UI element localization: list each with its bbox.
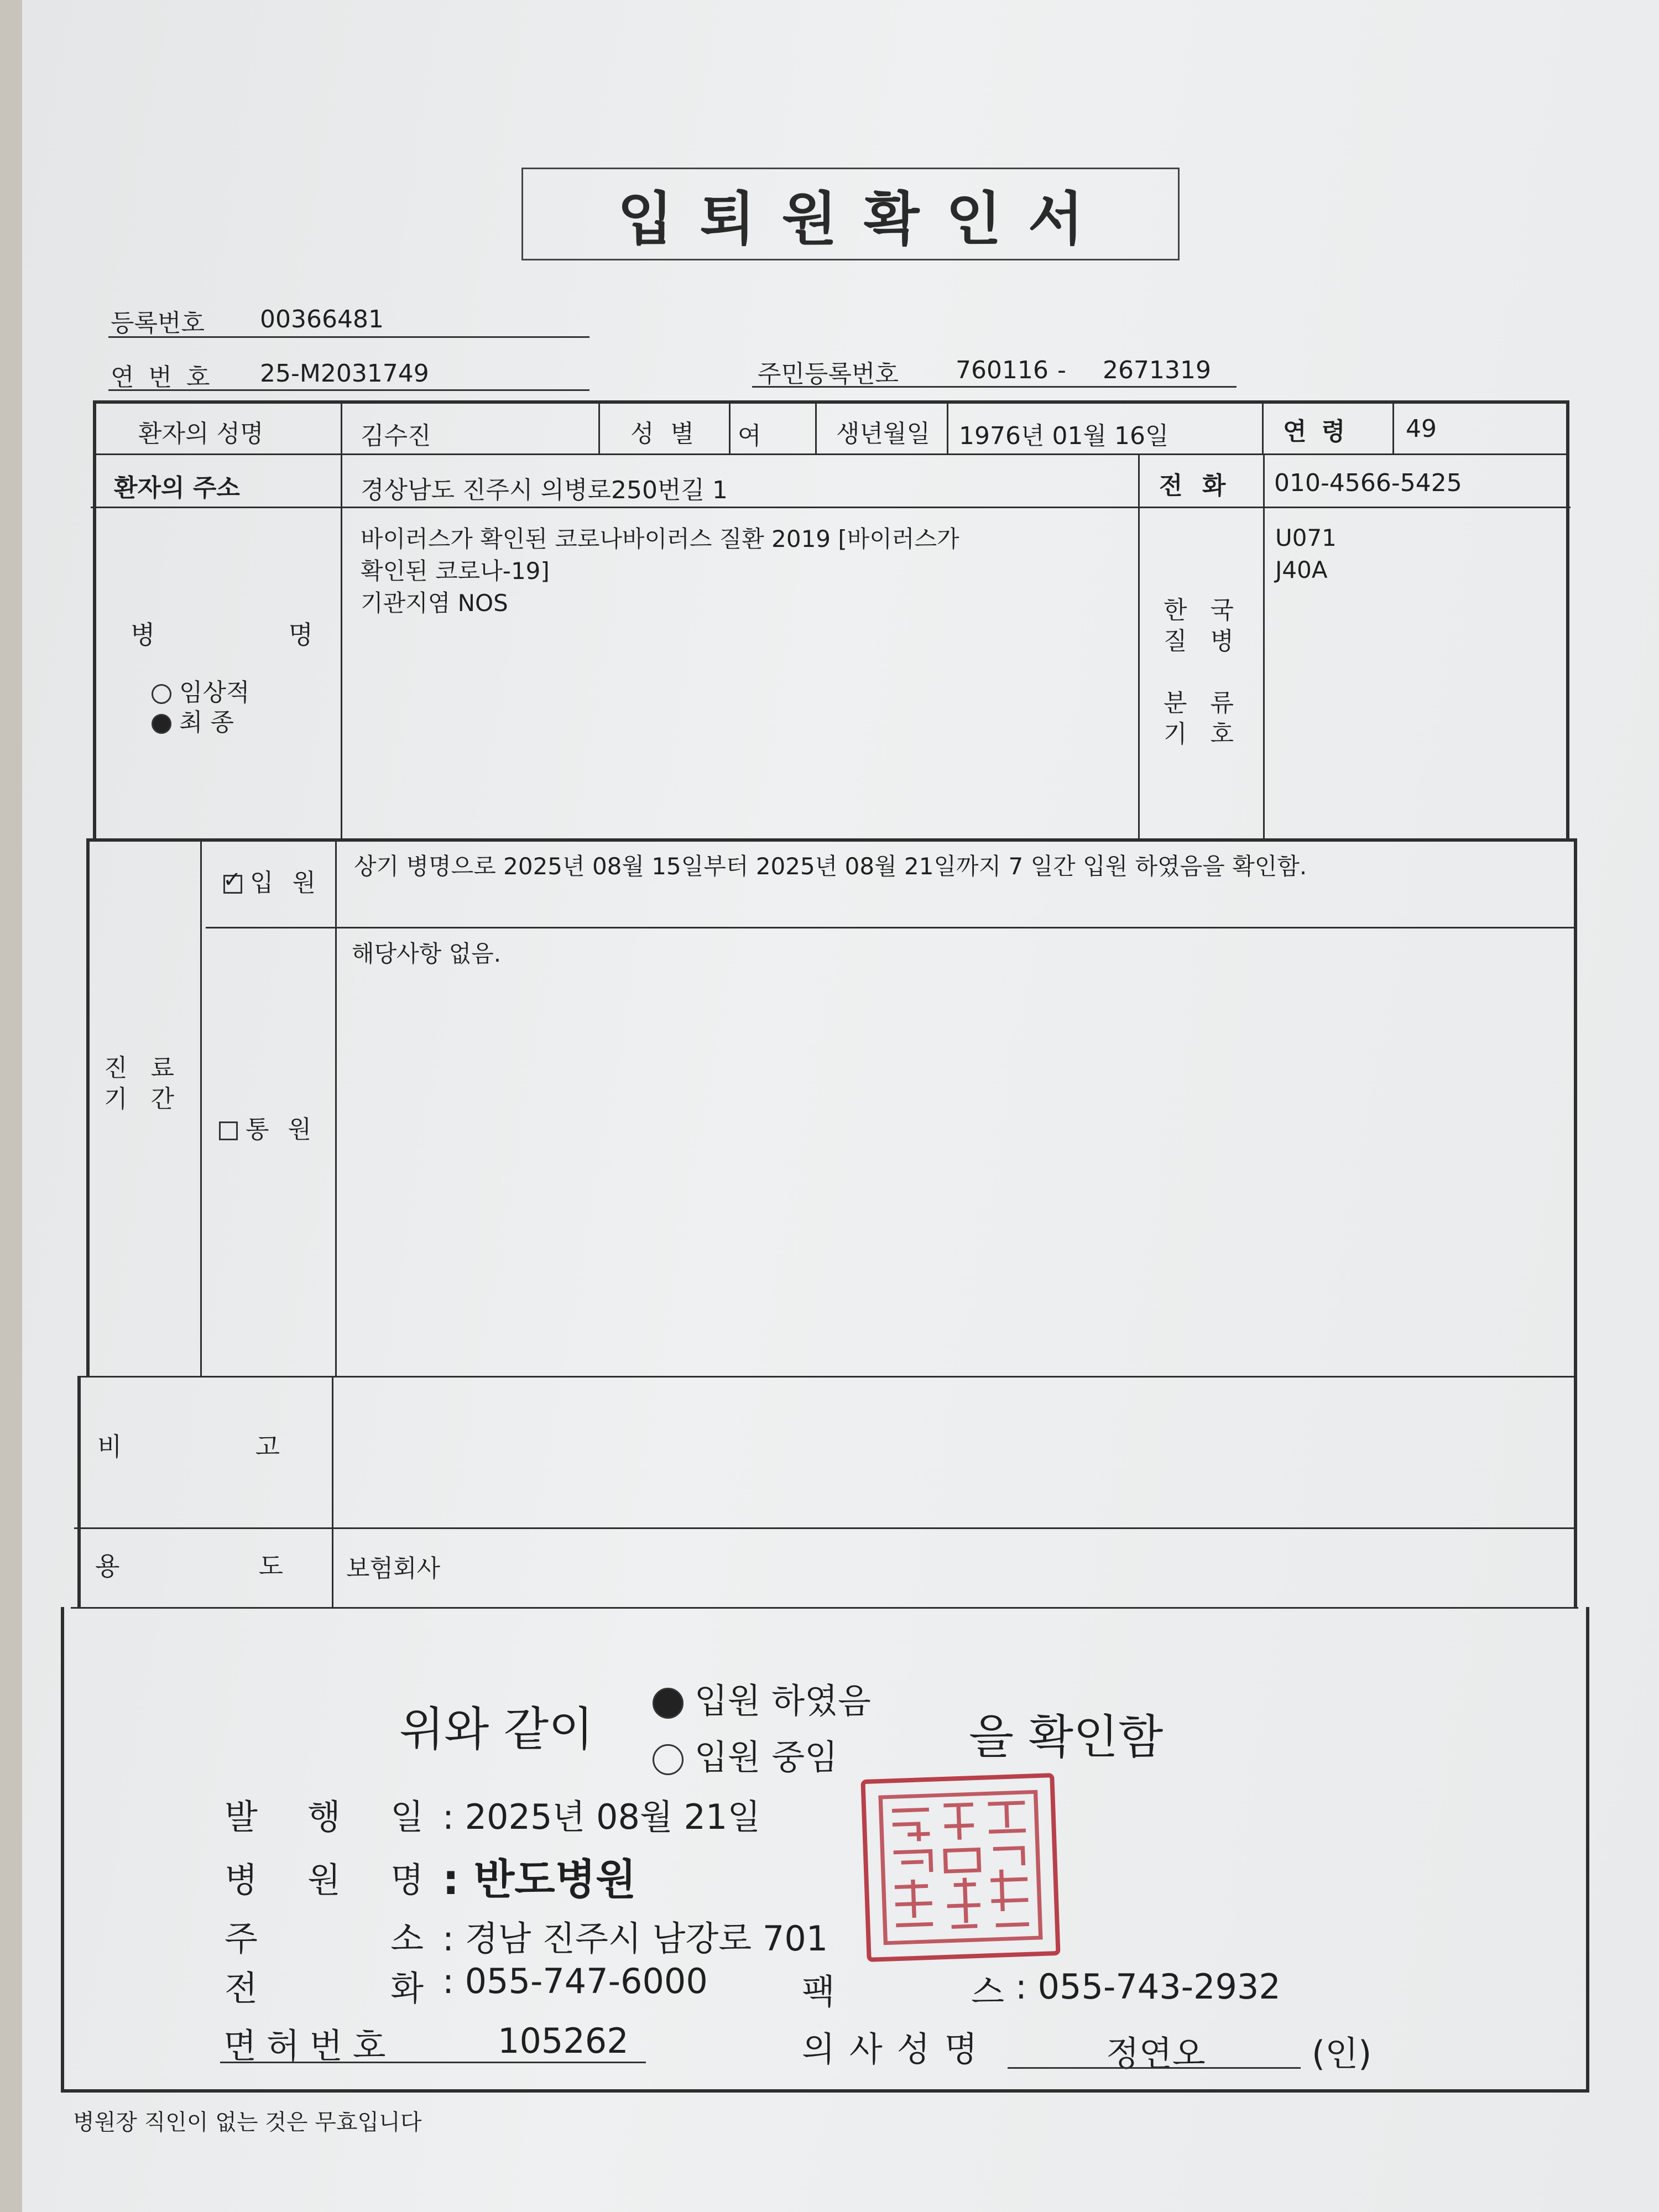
purpose-label: 용 도	[95, 1551, 283, 1581]
disease-bottom	[86, 838, 1576, 842]
doctor-seal-mark: (인)	[1312, 2033, 1372, 2074]
purpose-bottom	[71, 1607, 1578, 1609]
confirm-lead: 위와 같이	[399, 1702, 594, 1756]
disease-option-clinical: 임상적	[152, 672, 250, 708]
doctor-name-label: 의사성명	[802, 2029, 992, 2069]
serial-no-value: 25-M2031749	[260, 359, 429, 388]
patient-name-value: 김수진	[361, 422, 431, 450]
clinical-radio-empty-icon	[152, 684, 171, 704]
issue-date-value: : 2025년 08월 21일	[442, 1797, 761, 1837]
patient-address-value: 경상남도 진주시 의병로250번길 1	[361, 476, 728, 504]
inpatient-option: ✓ 입 원	[223, 867, 321, 897]
license-underline	[220, 2062, 646, 2063]
row1-div-f	[1392, 400, 1394, 453]
table-bottom-border	[61, 2089, 1589, 2093]
document-title: 입퇴원확인서	[617, 185, 1110, 253]
table-left-mid	[86, 838, 90, 1376]
row1-div-e	[1262, 400, 1264, 453]
sex-label: 성 별	[630, 420, 698, 448]
table-right-mid	[1574, 838, 1577, 1607]
rrn-separator: -	[1057, 356, 1066, 384]
inpatient-text: 상기 병명으로 2025년 08월 15일부터 2025년 08월 21일까지 7 일간 입원 하였음을 확인함.	[354, 853, 1307, 880]
table-right-upper	[1566, 400, 1569, 838]
row1-div-d	[947, 400, 948, 453]
remarks-col-divider	[332, 1376, 333, 1607]
hospital-tel-value: : 055-747-6000	[442, 1961, 708, 2001]
kcd-right-divider	[1263, 453, 1265, 838]
row1-bottom	[93, 453, 1568, 455]
hospital-name-value: : 반도병원	[442, 1855, 637, 1904]
outpatient-checkbox-icon	[219, 1121, 238, 1140]
confirm-option-1: 입원 하였음	[653, 1673, 871, 1723]
remarks-label: 비 고	[97, 1432, 280, 1462]
inpatient-bottom	[206, 927, 1576, 928]
hospital-address-label: 주 소	[225, 1918, 424, 1959]
footer-note: 병원장 직인이 없는 것은 무효입니다	[73, 2110, 422, 2135]
rrn-label: 주민등록번호	[758, 360, 899, 388]
confirm-tail: 을 확인함	[969, 1710, 1164, 1764]
final-radio-filled-icon	[152, 714, 171, 734]
dob-label: 생년월일	[836, 420, 931, 448]
hospital-seal-stamp	[860, 1773, 1060, 1962]
reg-no-value: 00366481	[260, 305, 384, 333]
phone-label: 전 화	[1159, 472, 1232, 500]
hospital-name-label: 병 원 명	[225, 1860, 424, 1900]
phone-value: 010-4566-5425	[1274, 469, 1462, 497]
row1-div-b	[729, 400, 731, 453]
row1-div-c	[815, 400, 817, 453]
document-title-box	[521, 168, 1180, 260]
period-bottom	[77, 1376, 1577, 1378]
kcd-left-divider	[1138, 453, 1140, 838]
kcd-label: 한 국 질 병 분 류 기 호	[1164, 596, 1241, 748]
purpose-value: 보험회사	[346, 1554, 441, 1583]
doctor-underline	[1008, 2067, 1301, 2069]
dob-value: 1976년 01월 16일	[959, 422, 1169, 450]
serial-no-label: 연 번 호	[111, 363, 213, 392]
hospital-tel-label: 전 화	[225, 1968, 424, 2008]
inpatient-now-radio-empty-icon	[653, 1744, 684, 1775]
table-right-bottom	[1586, 1607, 1589, 2089]
hospital-fax-label: 팩 스	[802, 1971, 1004, 2012]
outpatient-text: 해당사항 없음.	[352, 940, 502, 967]
period-sub-divider	[200, 838, 202, 1376]
issue-date-label: 발 행 일	[225, 1797, 424, 1837]
disease-option-final: 최 종	[152, 702, 234, 738]
outpatient-option: 통 원	[219, 1109, 317, 1145]
confirm-option-2: 입원 중임	[653, 1730, 838, 1779]
row2-bottom	[91, 507, 1571, 508]
rrn-underline	[752, 386, 1237, 388]
rrn-front: 760116	[956, 356, 1048, 384]
period-content-divider	[335, 838, 337, 1376]
patient-address-label: 환자의 주소	[114, 474, 240, 502]
doctor-name-value: 정연오	[1106, 2033, 1206, 2074]
remarks-bottom	[74, 1527, 1577, 1529]
patient-name-label: 환자의 성명	[138, 420, 264, 448]
table-left-bottom	[61, 1607, 64, 2089]
license-label: 면허번호	[223, 2026, 396, 2066]
license-value: 105262	[498, 2021, 629, 2061]
inpatient-checkbox-icon: ✓	[223, 867, 242, 893]
age-label: 연 령	[1283, 418, 1349, 446]
sex-value: 여	[738, 422, 761, 450]
admitted-radio-filled-icon	[653, 1688, 684, 1719]
row1-div-a	[598, 400, 600, 453]
hospital-fax-value: : 055-743-2932	[1015, 1966, 1281, 2007]
disease-name-text: 바이러스가 확인된 코로나바이러스 질환 2019 [바이러스가 확인된 코로나-19] 기관지염 NOS	[361, 525, 959, 617]
label-col-divider	[341, 400, 342, 838]
disease-label: 병 명	[131, 620, 313, 650]
reg-no-label: 등록번호	[111, 309, 205, 337]
serial-no-underline	[108, 389, 589, 391]
age-value: 49	[1406, 415, 1437, 443]
disease-codes: U071 J40A	[1275, 524, 1337, 583]
rrn-back: 2671319	[1103, 356, 1211, 384]
hospital-address-value: : 경남 진주시 남강로 701	[442, 1918, 828, 1959]
table-left-lower	[77, 1376, 81, 1607]
table-left-upper	[93, 400, 96, 838]
period-label: 진 료 기 간	[104, 1054, 182, 1113]
table-top-border	[93, 400, 1568, 404]
reg-no-underline	[108, 336, 589, 338]
